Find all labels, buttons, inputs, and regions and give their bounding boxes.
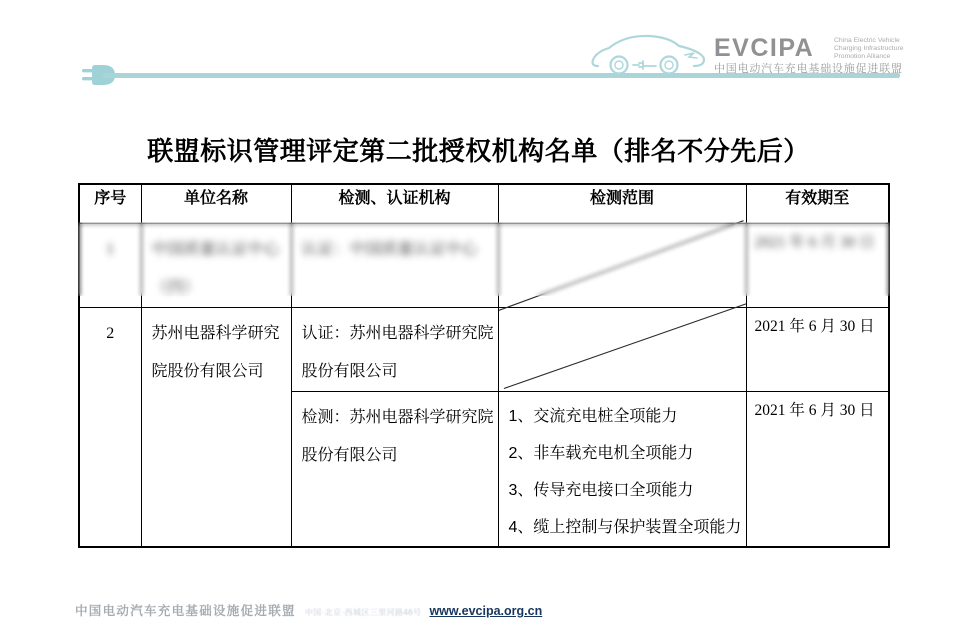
row2-scope-list xyxy=(498,392,746,548)
row2-certifier-test: 检测：苏州电器科学研究院 股份有限公司 xyxy=(291,392,498,548)
row1-certifier: 认证：中国质量认证中心 xyxy=(291,224,498,308)
authorized-institutions-table xyxy=(78,183,890,548)
row2-scope-diagonal-cell xyxy=(498,308,746,392)
row2b-validity: 2021 年 6 月 30 日 xyxy=(746,392,889,548)
evcipa-logo xyxy=(588,24,904,76)
footer-alliance-name: 中国电动汽车充电基础设施促进联盟 xyxy=(75,604,296,618)
logo-tagline-line1: China Electric Vehicle xyxy=(834,37,900,44)
row2-index: 2 xyxy=(79,308,141,548)
scope-item: 4、缆上控制与保护装置全项能力 xyxy=(508,519,742,536)
row2-unit-name: 苏州电器科学研究 院股份有限公司 xyxy=(141,308,291,548)
row1-scope-diagonal-cell xyxy=(498,224,746,308)
row1-index: 1 xyxy=(79,224,141,308)
header-index: 序号 xyxy=(79,184,141,224)
header-validity: 有效期至 xyxy=(746,184,889,224)
row1-unit-name: 中国质量认证中心 （四） xyxy=(141,224,291,308)
scope-item: 1、交流充电桩全项能力 xyxy=(508,408,678,425)
scope-item: 2、非车载充电机全项能力 xyxy=(508,445,694,462)
logo-tagline-line2: Charging Infrastructure xyxy=(834,44,904,52)
row2-certifier-cert: 认证：苏州电器科学研究院 股份有限公司 xyxy=(291,308,498,392)
ev-car-with-charging-plug-icon xyxy=(588,26,710,81)
row1-validity: 2021 年 6 月 30 日 xyxy=(746,224,889,308)
table-row-redacted xyxy=(79,224,889,308)
table-row-2a xyxy=(79,308,889,392)
header-certifier: 检测、认证机构 xyxy=(291,184,498,224)
header-unit-name: 单位名称 xyxy=(141,184,291,224)
logo-brand-text: EVCIPA xyxy=(714,34,815,62)
footer-address: 中国·北京·西城区三里河路46号 xyxy=(304,608,422,617)
logo-tagline-line3: Promotion Alliance xyxy=(834,52,891,60)
header-scope: 检测范围 xyxy=(498,184,746,224)
footer-website-link[interactable]: www.evcipa.org.cn xyxy=(429,604,543,618)
scope-item: 3、传导充电接口全项能力 xyxy=(508,482,694,499)
logo-tagline xyxy=(834,37,906,60)
row2a-validity: 2021 年 6 月 30 日 xyxy=(746,308,889,392)
footer xyxy=(75,601,542,619)
table-header-row xyxy=(79,184,889,224)
page-title: 联盟标识管理评定第二批授权机构名单（排名不分先后） xyxy=(147,136,810,166)
logo-chinese-name: 中国电动汽车充电基础设施促进联盟 xyxy=(714,63,903,75)
